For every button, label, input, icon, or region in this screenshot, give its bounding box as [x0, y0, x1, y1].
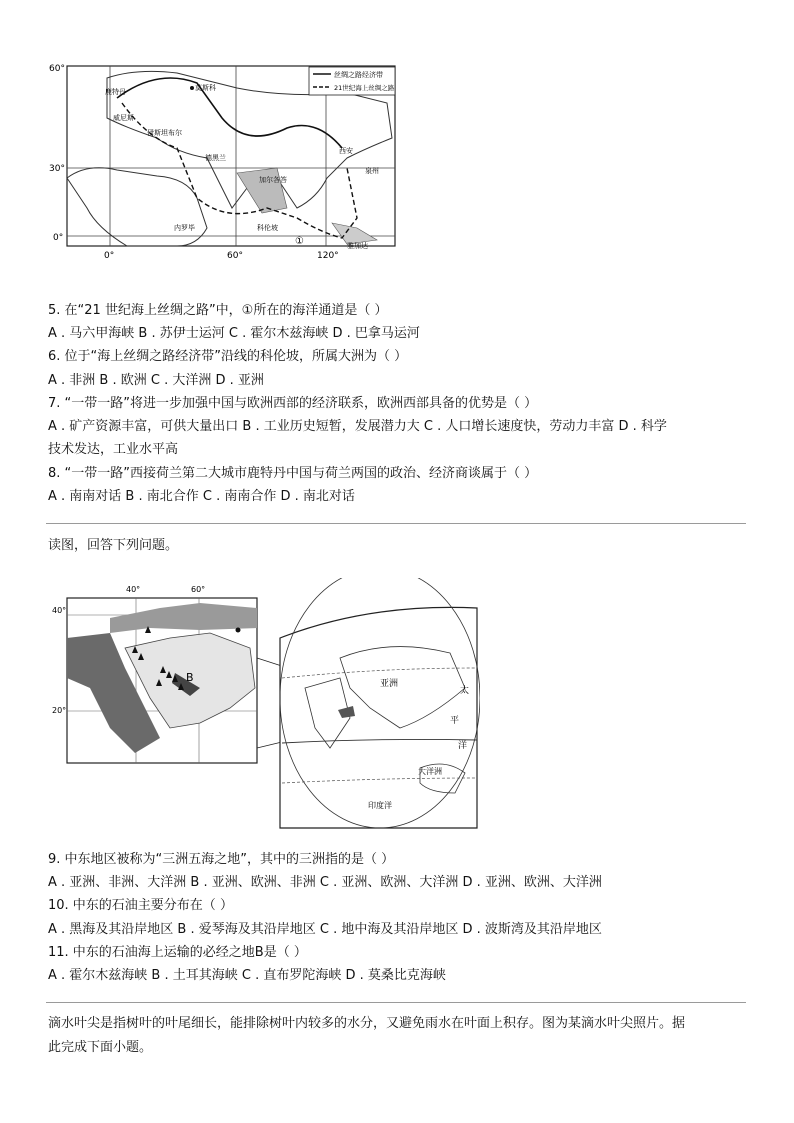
- section3-line1: 滴水叶尖是指树叶的叶尾细长，能排除树叶内较多的水分，又避免雨水在叶面上积存。图为某滴水叶尖照片。据: [48, 1016, 686, 1031]
- globe-outline: [280, 607, 477, 828]
- point-b-label: B: [186, 671, 194, 684]
- question-7-options-cont: 技术发达，工业水平高: [48, 442, 179, 457]
- place-nairobi: 内罗毕: [174, 224, 195, 232]
- place-quanzhou: 泉州: [365, 167, 379, 175]
- lat-label-60: 60°: [49, 64, 65, 74]
- place-rotterdam: 鹿特丹: [105, 88, 126, 96]
- place-jakarta: 雅加达: [347, 242, 368, 250]
- question-10-options: A . 黑海及其沿岸地区 B . 爱琴海及其沿岸地区 C . 地中海及其沿岸地区 D . 波斯湾及其沿岸地区: [48, 922, 602, 937]
- question-10: 10. 中东的石油主要分布在（ ）: [48, 898, 233, 913]
- lat-label-20: 20°: [52, 706, 67, 715]
- legend-maritime: 21世纪海上丝绸之路: [334, 84, 395, 92]
- globe-pacific-1: 太: [460, 686, 470, 696]
- question-6: 6. 位于“海上丝绸之路经济带”沿线的科伦坡，所属大洲为（ ）: [48, 349, 408, 364]
- marker-1: ①: [295, 236, 304, 247]
- place-xian: 西安: [339, 147, 353, 155]
- section2-intro: 读图，回答下列问题。: [48, 538, 179, 553]
- question-7: 7. “一带一路”将进一步加强中国与欧洲西部的经济联系，欧洲西部具备的优势是（ ）: [48, 396, 538, 411]
- place-istanbul: 伊斯坦布尔: [147, 129, 182, 137]
- globe-asia-label: 亚洲: [380, 679, 399, 689]
- lat-label-40: 40°: [52, 606, 67, 615]
- globe-pacific-3: 洋: [458, 741, 468, 751]
- question-11-options: A . 霍尔木兹海峡 B . 土耳其海峡 C . 直布罗陀海峡 D . 莫桑比克海峡: [48, 968, 446, 983]
- section-divider: [46, 523, 746, 524]
- globe-oceania-label: 大洋洲: [418, 767, 442, 776]
- question-6-options: A . 非洲 B . 欧洲 C . 大洋洲 D . 亚洲: [48, 373, 264, 388]
- middle-east-map: [50, 578, 480, 830]
- city-dot: [190, 86, 194, 90]
- legend-belt: 丝绸之路经济带: [334, 71, 383, 79]
- section3-line2: 此完成下面小题。: [48, 1040, 153, 1055]
- lon-label-0: 0°: [104, 251, 115, 261]
- place-colombo: 科伦坡: [257, 224, 278, 232]
- place-tehran: 德黑兰: [205, 154, 226, 162]
- place-venice: 威尼斯: [113, 114, 134, 122]
- section-divider: [46, 1002, 746, 1003]
- question-9-options: A . 亚洲、非洲、大洋洲 B . 亚洲、欧洲、非洲 C . 亚洲、欧洲、大洋洲 D . 亚洲、欧洲、大洋洲: [48, 875, 602, 890]
- globe-pacific-2: 平: [450, 716, 460, 726]
- question-5-options: A . 马六甲海峡 B . 苏伊士运河 C . 霍尔木兹海峡 D . 巴拿马运河: [48, 326, 420, 341]
- place-kolkata: 加尔各答: [259, 176, 287, 184]
- lat-label-0: 0°: [53, 233, 64, 243]
- lon-label-60: 60°: [227, 251, 243, 261]
- lon-label-120: 120°: [317, 251, 339, 261]
- globe-indian-ocean-label: 印度洋: [368, 801, 392, 810]
- question-11: 11. 中东的石油海上运输的必经之地B是（ ）: [48, 945, 307, 960]
- question-8-options: A . 南南对话 B . 南北合作 C . 南南合作 D . 南北对话: [48, 489, 355, 504]
- question-8: 8. “一带一路”西接荷兰第二大城市鹿特丹中国与荷兰两国的政治、经济商谈属于（ ）: [48, 466, 538, 481]
- lon-label-60: 60°: [191, 585, 206, 594]
- lon-label-40: 40°: [126, 585, 141, 594]
- lat-label-30: 30°: [49, 164, 65, 174]
- city-dot: [236, 628, 241, 633]
- question-5: 5. 在“21 世纪海上丝绸之路”中，①所在的海洋通道是（ ）: [48, 303, 388, 318]
- question-9: 9. 中东地区被称为“三洲五海之地”，其中的三洲指的是（ ）: [48, 852, 395, 867]
- belt-road-map: [47, 58, 403, 273]
- question-7-options: A . 矿产资源丰富，可供大量出口 B . 工业历史短暂，发展潜力大 C . 人口增长速度快，劳动力丰富 D . 科学: [48, 419, 667, 434]
- place-moscow: 莫斯科: [195, 84, 216, 92]
